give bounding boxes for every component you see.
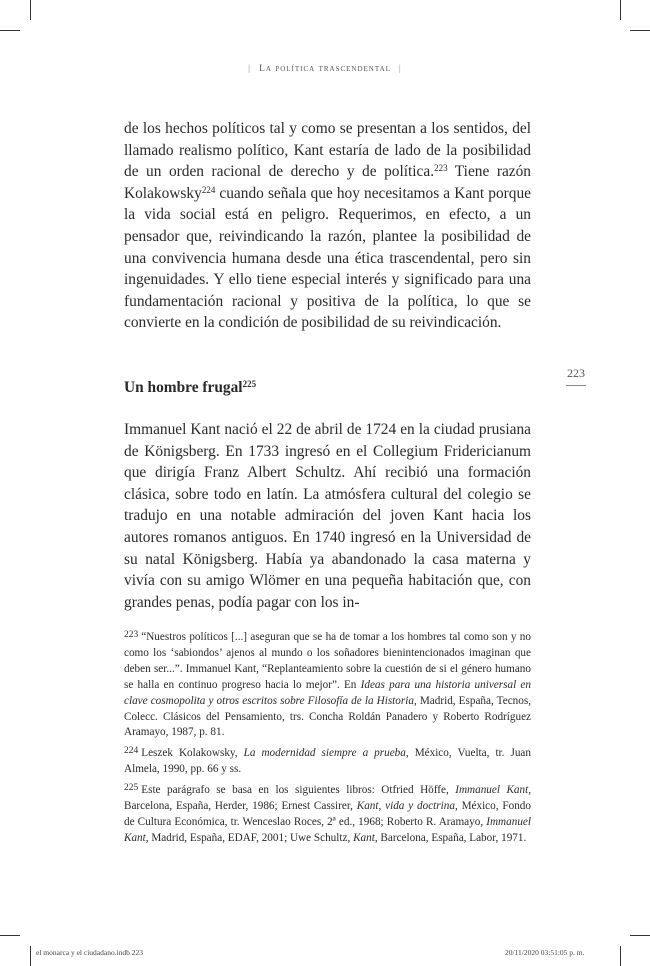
crop-mark: [620, 946, 621, 966]
print-slug-file: el monarca y el ciudadano.indb 223: [36, 948, 144, 957]
footnote-ref-224: 224: [201, 184, 216, 195]
crop-mark: [620, 0, 621, 20]
crop-mark: [0, 935, 20, 936]
footnote-text: , México, Vuelta, tr. Juan Almela, 1990, pp. 66 y ss.: [124, 747, 531, 776]
paragraph-text: cuando señala que hoy necesitamos a Kant porque la vida social está en peligro. Requerimos, en efecto, a un pensador que, reivindicando la razón, plantee la posibilidad de una convivencia humana desde una ética trascendental, pero sin ingenuidades. Y ello tiene especial interés y significado para una fundamentación racional y positiva de la política, lo que se convierte en la condición de posibilidad de su reivindicación.: [124, 184, 531, 332]
footnote-title: Ideas para una historia universal en clave cosmopolita y otros escritos sobre Filosofía de la Historia: [124, 678, 531, 707]
crop-mark: [630, 30, 650, 31]
footnote-title: Kant, vida y doctrina: [356, 800, 455, 813]
running-head-title: La política trascendental: [259, 64, 391, 74]
section-heading: [124, 379, 256, 397]
print-slug-timestamp: 20/11/2020 03:51:05 p. m.: [505, 948, 585, 957]
footnotes: [124, 628, 531, 850]
footnote-225: [124, 781, 531, 847]
crop-mark: [30, 0, 31, 20]
footnote-number: 224: [124, 746, 139, 757]
crop-mark: [0, 30, 20, 31]
footnote-text: , Madrid, España, EDAF, 2001; Uwe Schultz,: [145, 831, 354, 844]
footnote-ref-225: 225: [242, 379, 257, 389]
footnote-text: Leszek Kolakowsky,: [141, 747, 244, 760]
footnote-number: 225: [124, 783, 139, 794]
page-number-rule: [566, 385, 586, 386]
footnote-title: Immanuel Kant: [455, 784, 529, 797]
footnote-title: Immanuel Kant: [124, 815, 531, 844]
paragraph-text: Tiene razón Kolakowsky: [124, 163, 531, 202]
footnote-text: , Madrid, España, Tecnos, Colecc. Clásicos del Pensamiento, trs. Concha Roldán Panadero y Roberto Rodríguez Aramayo, 1987, p. 81.: [124, 694, 531, 739]
footnote-text: , Barcelona, España, Herder, 1986; Ernest Cassirer,: [124, 784, 531, 813]
paragraph-1: [124, 118, 531, 334]
crop-mark: [630, 935, 650, 936]
footnote-text: , Barcelona, España, Labor, 1971.: [374, 831, 527, 844]
footnote-ref-223: 223: [434, 163, 448, 174]
footnote-number: 223: [124, 630, 139, 640]
footnote-title: La modernidad siempre a prueba: [243, 747, 406, 760]
crop-mark: [30, 946, 31, 966]
paragraph-2: [124, 419, 531, 613]
running-head: [0, 64, 650, 74]
footnote-text: “Nuestros políticos [...] aseguran que se ha de tomar a los hombres tal como son y no como los ‘sabiondos’ ajenos al mundo o los soñadores bienintencionados imaginan que deben ser...”. Immanuel Kant, “Replanteamiento sobre la cuestión de si el género humano se halla en continuo progreso hacia lo mejor”. En: [124, 631, 531, 691]
divider: |: [248, 64, 252, 74]
footnote-223: [124, 628, 531, 741]
section-heading-text: Un hombre frugal: [124, 379, 243, 396]
page-number: 223: [567, 366, 585, 380]
paragraph-text: de los hechos políticos tal y como se presentan a los sentidos, del llamado realismo político, Kant estaría de lado de la posibilidad de un orden racional de derecho y de política.: [124, 120, 531, 181]
divider: |: [398, 64, 402, 74]
footnote-text: , México, Fondo de Cultura Económica, tr. Wenceslao Roces, 2ª ed., 1968; Roberto R. Aramayo,: [124, 800, 531, 828]
footnote-224: [124, 744, 531, 778]
footnote-text: Este parágrafo se basa en los siguientes libros: Otfried Höffe,: [141, 784, 456, 797]
paragraph-text: Immanuel Kant nació el 22 de abril de 1724 en la ciudad prusiana de Königsberg. En 1733 ingresó en el Collegium Fridericianum que dirigía Franz Albert Schultz. Ahí recibió una formación clásica, sobre todo en latín. La atmósfera cultural del colegio se tradujo en una notable admiración del joven Kant hacia los autores romanos antiguos. En 1740 ingresó en la Universidad de su natal Königsberg. Había ya abandonado la casa materna y vivía con su amigo Wlömer en una pequeña habitación que, con grandes penas, podía pagar con los in-: [124, 421, 531, 611]
footnote-title: Kant: [353, 831, 375, 844]
